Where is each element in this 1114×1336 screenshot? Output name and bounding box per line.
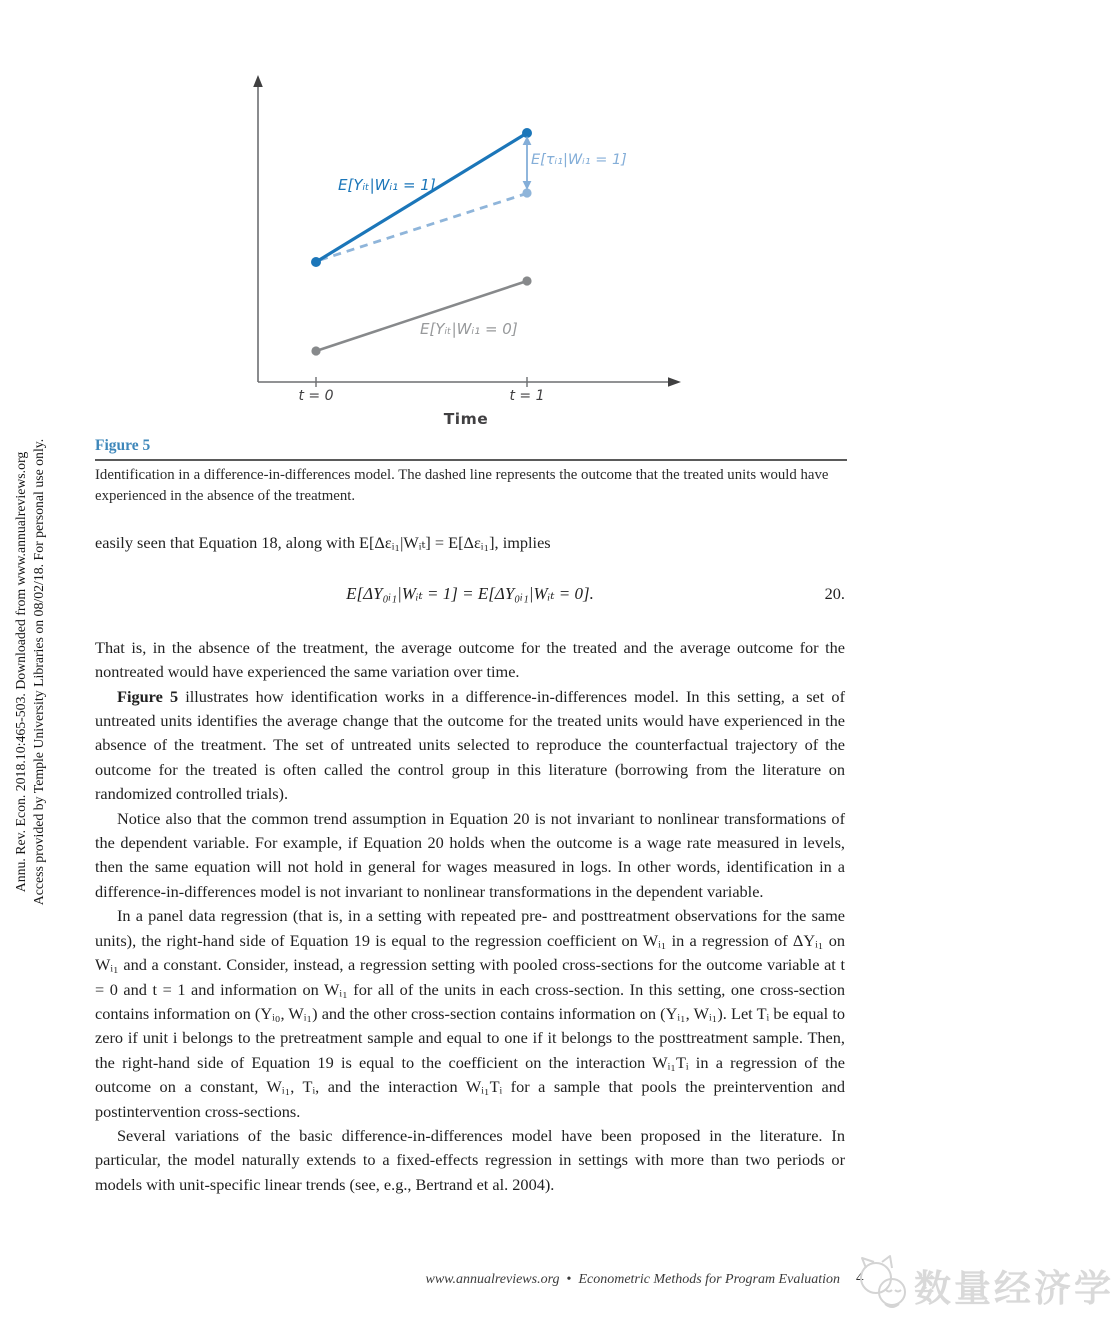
control-start-dot [311,346,320,355]
treated-start-dot [311,257,321,267]
page-number: 4 [856,1270,864,1286]
watermark [852,1254,1114,1316]
paragraph-figure5 [95,685,845,807]
library-access-stamp [12,392,47,952]
x-tick-label-t1: t = 1 [509,388,545,404]
footer-article-title: Econometric Methods for Program Evaluation [578,1272,840,1287]
watermark-mascot-icon [852,1254,914,1316]
figure5-diagram [0,0,1080,440]
effect-arrow-up-icon [523,136,532,145]
figure5-bold-lead: Figure 5 [117,686,179,706]
paragraph-intro: easily seen that Equation 18, along with E[Δεᵢ₁|Wᵢₜ] = E[Δεᵢ₁], implies [95,533,551,552]
paragraph-figure5-text: illustrates how identification works in a difference-in-differences model. In this setting, a set of untreated units identifies the average change that the outcome for the treated units would have experienced in the absence of the treatment. The set of untreated units selected to reproduce the counterfactual trajectory of the outcome for the treated is often called the control group in this literature (borrowing from the literature on randomized controlled trials). [95,686,845,804]
x-axis-title: Time [443,410,489,428]
running-footer [95,1272,840,1288]
footer-bullet: • [566,1272,572,1287]
mascot-eye-right [895,1290,901,1292]
control-line [316,281,527,351]
paragraph-panel-regression: In a panel data regression (that is, in a setting with repeated pre- and posttreatment observations for the same units), the right-hand side of Equation 19 is equal to the regression coefficient on Wᵢ₁ in a regression of ΔYᵢ₁ on Wᵢ₁ and a constant. Consider, instead, a regression setting with pooled cross-sections for the outcome variable at t = 0 and t = 1 and information on Wᵢ₁ for all of the units in each cross-section. In this setting, one cross-section contains information on (Yᵢ₀, Wᵢ₁) and the other cross-section contains information on (Yᵢ₁, Wᵢ₁). Let Tᵢ be equal to zero if unit i belongs to the pretreatment sample and equal to one if it belongs to the posttreatment sample. Then, the right-hand side of Equation 19 is equal to the coefficient on the interaction Wᵢ₁Tᵢ in a regression of the outcome on a constant, Wᵢ₁, Tᵢ, and the interaction Wᵢ₁Tᵢ for a sample that pools the preintervention and postintervention cross-sections. [95,906,845,1121]
figure-heading: Figure 5 [95,437,151,454]
footer-url: www.annualreviews.org [425,1272,560,1287]
counterfactual-line [320,194,525,260]
treated-line [316,133,527,262]
watermark-text: 数量经济学 [914,1267,1114,1310]
equation-body: E[ΔY₀ᵢ₁|Wᵢₜ = 1] = E[ΔY₀ᵢ₁|Wᵢₜ = 0]. [346,584,594,604]
mascot-ear-right [882,1256,892,1268]
effect-arrow-down-icon [523,181,532,190]
y-axis-arrowhead-icon [253,75,263,87]
treated-line-label: E[Yᵢₜ|Wᵢ₁ = 1] [338,176,436,194]
figure-caption: Identification in a difference-in-differences model. The dashed line represents the outcome that the treated units would have experienced in the absence of the treatment. [95,467,829,504]
stamp-line-2: Access provided by Temple University Libraries on 08/02/18. For personal use only. [30,438,46,906]
paragraph-notice: Notice also that the common trend assumption in Equation 20 is not invariant to nonlinear transformations of the dependent variable. For example, if Equation 20 holds when the outcome is a wage rate measured in levels, then the same equation will not hold in general for wages measured in logs. In other words, identification in a difference-in-differences model is not invariant to nonlinear transformations in the dependent variable. [95,808,845,901]
x-axis-arrowhead-icon [668,377,681,387]
treatment-effect-label: E[τᵢ₁|Wᵢ₁ = 1] [531,152,627,168]
did-chart-svg [238,70,688,430]
equation-number: 20. [824,584,845,604]
equation-20 [95,582,845,606]
control-end-dot [522,276,531,285]
figure-rule [95,459,847,461]
paragraph-several-variations: Several variations of the basic difference-in-differences model have been proposed in the literature. In particular, the model naturally extends to a fixed-effects regression in settings with more than two periods or models with unit-specific linear trends (see, e.g., Bertrand et al. 2004). [95,1125,845,1194]
x-tick-label-t0: t = 0 [298,388,334,404]
mascot-head [861,1263,891,1293]
control-line-label: E[Yᵢₜ|Wᵢ₁ = 0] [420,320,518,338]
mascot-eye-left [886,1290,892,1292]
body-column [95,531,845,1197]
paragraph-that-is: That is, in the absence of the treatment, the average outcome for the treated and the average outcome for the nontreated would have experienced the same variation over time. [95,637,845,682]
stamp-line-1: Annu. Rev. Econ. 2018.10:465-503. Downloaded from www.annualreviews.org [13,451,28,893]
